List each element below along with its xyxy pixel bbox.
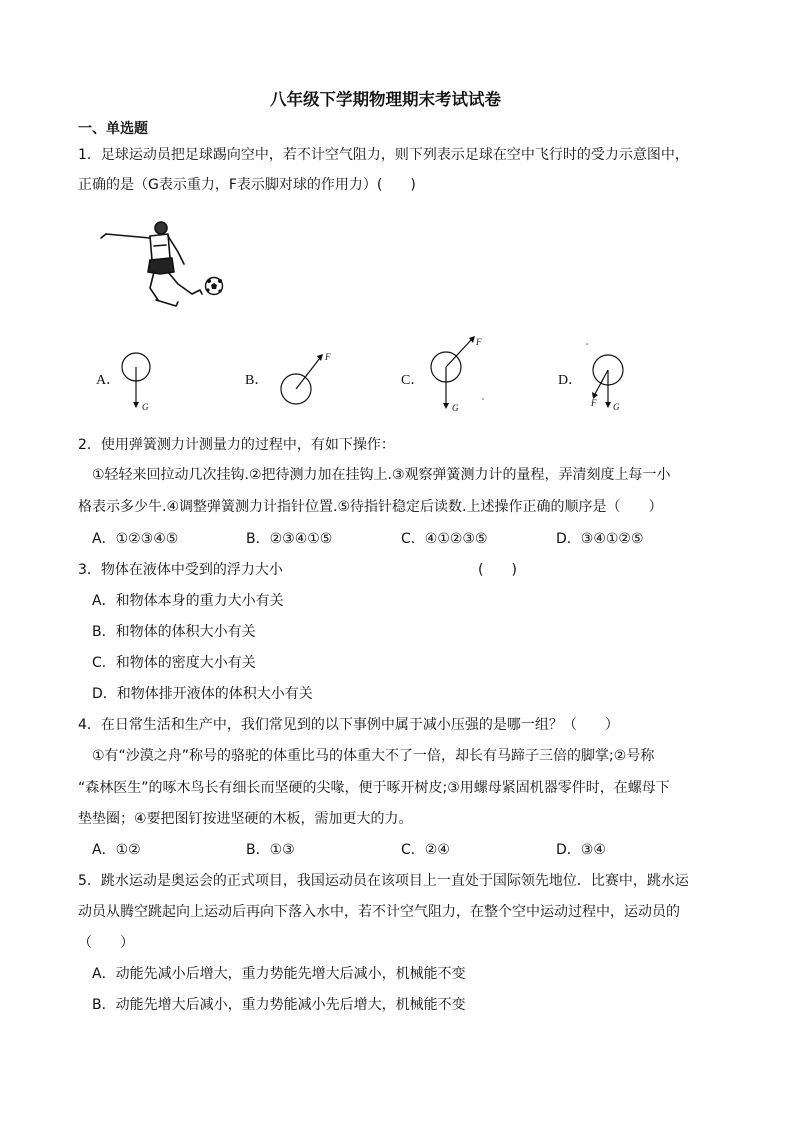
force-diagram-d xyxy=(580,340,636,414)
page-title: 八年级下学期物理期末考试试卷 xyxy=(270,90,501,109)
question-4-option-a[interactable]: A．①② xyxy=(92,842,141,858)
question-5-option-a[interactable]: A．动能先减小后增大，重力势能先增大后减小，机械能不变 xyxy=(92,966,466,982)
force-diagram-c xyxy=(426,333,492,413)
force-label-c: F xyxy=(476,337,482,347)
question-2-option-b[interactable]: B．②③④①⑤ xyxy=(246,531,333,547)
question-3-text: 3．物体在液体中受到的浮力大小 xyxy=(78,562,283,578)
question-4-examples-cont: “森林医生”的啄木鸟长有细长而坚硬的尖喙，便于啄开树皮;③用螺母紧固机器零件时，在螺母下 xyxy=(78,780,670,796)
question-1-option-a[interactable]: A． xyxy=(96,373,121,388)
question-5-option-b[interactable]: B．动能先增大后减小，重力势能减小先后增大，机械能不变 xyxy=(92,997,466,1013)
force-diagram-b xyxy=(274,346,338,412)
question-2-text: 2．使用弹簧测力计测量力的过程中，有如下操作： xyxy=(78,437,395,453)
gravity-label-d: G xyxy=(613,402,620,412)
question-1-text-cont: 正确的是（G表示重力，F表示脚对球的作用力）( ) xyxy=(78,177,416,193)
question-5-text-cont: 动员从腾空跳起向上运动后再向下落入水中，若不计空气阻力，在整个空中运动过程中，运动员的 xyxy=(78,904,680,920)
question-4-option-d[interactable]: D．③④ xyxy=(556,842,606,858)
question-3-option-c[interactable]: C．和物体的密度大小有关 xyxy=(92,655,256,671)
force-label-d: F xyxy=(591,398,597,408)
question-1-option-d[interactable]: D． xyxy=(558,373,583,388)
question-4-text: 4．在日常生活和生产中，我们常见到的以下事例中属于减小压强的是哪一组？（ ） xyxy=(78,717,619,733)
question-2-steps-cont: 格表示多少牛.④调整弹簧测力计指针位置.⑤待指针稳定后读数.上述操作正确的顺序是（ ） xyxy=(78,499,663,515)
question-4-examples-end: 垫垫圈；④要把图钉按进坚硬的木板，需加更大的力。 xyxy=(78,811,413,827)
gravity-label-c: G xyxy=(452,403,459,413)
question-1-option-b[interactable]: B． xyxy=(245,373,269,388)
question-4-option-c[interactable]: C．②④ xyxy=(401,842,450,858)
section-heading: 一、单选题 xyxy=(78,121,148,137)
question-4-examples: ①有“沙漠之舟”称号的骆驼的体重比马的体重大不了一倍，却长有马蹄子三倍的脚掌;②号称 xyxy=(92,748,655,764)
question-2-steps: ①轻轻来回拉动几次挂钩.②把待测力加在挂钩上.③观察弹簧测力计的量程，弄清刻度上每一小 xyxy=(92,467,671,483)
question-2-option-a[interactable]: A．①②③④⑤ xyxy=(92,531,179,547)
question-2-option-d[interactable]: D．③④①②⑤ xyxy=(556,531,644,547)
question-3-answer-paren: ( ) xyxy=(478,562,517,578)
question-3-option-b[interactable]: B．和物体的体积大小有关 xyxy=(92,624,256,640)
gravity-label-a: G xyxy=(142,402,149,412)
question-3-option-d[interactable]: D．和物体排开液体的体积大小有关 xyxy=(92,686,313,702)
question-4-option-b[interactable]: B．①③ xyxy=(246,842,295,858)
soccer-player-image xyxy=(98,218,228,316)
question-1-text: 1．足球运动员把足球踢向空中，若不计空气阻力，则下列表示足球在空中飞行时的受力示意图中， xyxy=(78,147,689,163)
question-2-option-c[interactable]: C．④①②③⑤ xyxy=(401,531,488,547)
question-5-answer-paren: （ ） xyxy=(78,935,134,951)
question-1-option-c[interactable]: C． xyxy=(401,373,425,388)
question-5-text: 5．跳水运动是奥运会的正式项目，我国运动员在该项目上一直处于国际领先地位．比赛中，跳水运 xyxy=(78,873,689,889)
question-3-option-a[interactable]: A．和物体本身的重力大小有关 xyxy=(92,593,284,609)
force-label-b: F xyxy=(325,352,331,362)
force-diagram-a xyxy=(118,350,158,412)
